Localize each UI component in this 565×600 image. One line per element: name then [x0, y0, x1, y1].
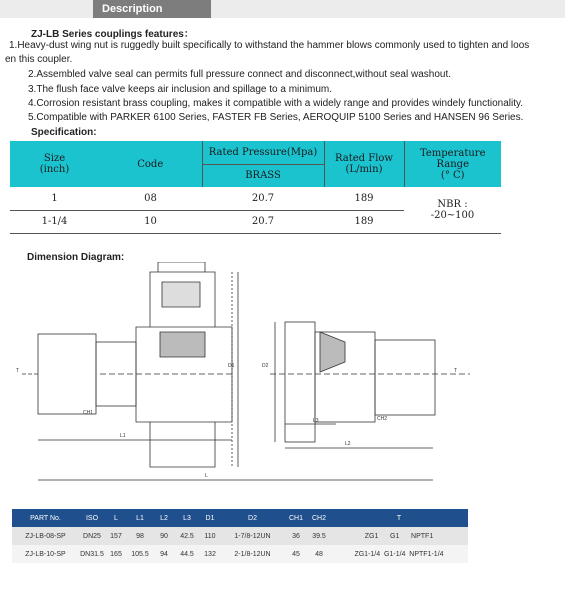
parts-header: L3: [175, 509, 199, 527]
cell-size: 1-1/4: [41, 216, 68, 228]
cell-flow: 189: [354, 216, 374, 228]
parts-cell: 110: [199, 527, 221, 545]
dimension-title: Dimension Diagram:: [27, 252, 125, 263]
label-d1: D1: [228, 363, 235, 369]
parts-header: ISO: [79, 509, 105, 527]
parts-cell: ZJ-LB-10-SP: [12, 545, 79, 563]
parts-header: L1: [127, 509, 153, 527]
dimension-diagram: [0, 262, 565, 502]
table-row: [12, 527, 468, 545]
header-size: Size (inch): [10, 141, 99, 187]
parts-header: L: [105, 509, 127, 527]
parts-cell: 45: [284, 545, 308, 563]
parts-header: D1: [199, 509, 221, 527]
label-t-left: T: [16, 368, 20, 374]
parts-cell: 42.5: [175, 527, 199, 545]
parts-header: L2: [153, 509, 175, 527]
parts-cell: ZJ-LB-08-SP: [12, 527, 79, 545]
parts-cell: DN31.5: [79, 545, 105, 563]
table-bottom-rule: [10, 233, 501, 234]
cell-flow: 189: [324, 187, 404, 210]
feature-item: 5.Compatible with PARKER 6100 Series, FASTER FB Series, AEROQUIP 5100 Series and HANSEN 96 Series.: [28, 112, 524, 123]
parts-cell: 165: [105, 545, 127, 563]
feature-item: 3.The flush face valve keeps air inclusion and spillage to a minimum.: [28, 84, 333, 95]
feature-item: 4.Corrosion resistant brass coupling, makes it compatible with a widely range and provides windely functionality.: [28, 98, 524, 109]
cell-size: 1: [10, 187, 99, 210]
parts-cell: ZG1 G1 NPTF1: [330, 527, 468, 545]
label-l1: L1: [120, 433, 126, 439]
parts-cell: 98: [127, 527, 153, 545]
parts-header: T: [330, 509, 468, 527]
tab-description[interactable]: Description: [93, 0, 211, 18]
parts-header: CH1: [284, 509, 308, 527]
header-temperature: Temperature Range (° C): [404, 141, 501, 187]
feature-item: 2.Assembled valve seal can permits full pressure connect and disconnect,without seal washout.: [28, 69, 452, 80]
label-ch2: CH2: [377, 416, 388, 422]
cell-pressure: 20.7: [202, 187, 324, 210]
label-ch1: CH1: [83, 410, 94, 416]
label-d2: D2: [262, 363, 269, 369]
features-title: ZJ-LB Series couplings features：: [31, 29, 194, 40]
parts-header-row: [12, 509, 468, 527]
specification-title: Specification:: [31, 127, 97, 138]
feature-item: 1.Heavy-dust wing nut is ruggedly built specifically to withstand the hammer blows commonly used to tighten and loos: [9, 40, 530, 51]
cell-code: 08: [99, 187, 202, 210]
label-t-right: T: [454, 368, 458, 374]
parts-header: D2: [221, 509, 284, 527]
parts-cell: 1-7/8-12UN: [221, 527, 284, 545]
parts-cell: 2-1/8-12UN: [221, 545, 284, 563]
parts-cell: 39.5: [308, 527, 330, 545]
parts-cell: 105.5: [127, 545, 153, 563]
parts-cell: ZG1-1/4 G1-1/4 NPTF1-1/4: [330, 545, 468, 563]
cell-code: 10: [144, 216, 157, 228]
parts-header: CH2: [308, 509, 330, 527]
description-bar: [0, 0, 565, 18]
header-pressure: Rated Pressure(Mpa): [202, 141, 324, 164]
right-hose-tail: [375, 340, 435, 415]
parts-cell: 132: [199, 545, 221, 563]
parts-cell: 94: [153, 545, 175, 563]
parts-cell: DN25: [79, 527, 105, 545]
left-hose-tail: [38, 334, 96, 414]
feature-item: en this coupler.: [5, 54, 73, 65]
cell-temperature: NBR : -20~100: [430, 199, 475, 221]
header-code: Code: [99, 141, 202, 187]
table-row: [10, 187, 501, 210]
table-row: [12, 545, 468, 563]
label-l: L: [205, 473, 208, 479]
parts-cell: 44.5: [175, 545, 199, 563]
parts-cell: 90: [153, 527, 175, 545]
parts-header: PART No.: [12, 509, 79, 527]
parts-cell: 157: [105, 527, 127, 545]
header-flow: Rated Flow (L/min): [324, 141, 404, 187]
header-pressure-material: BRASS: [202, 164, 324, 187]
cell-pressure: 20.7: [251, 216, 275, 228]
specification-table: [10, 141, 501, 233]
parts-cell: 36: [284, 527, 308, 545]
label-l2: L2: [345, 441, 351, 447]
parts-cell: 48: [308, 545, 330, 563]
parts-table: [12, 509, 468, 563]
label-l3: L3: [313, 418, 319, 424]
